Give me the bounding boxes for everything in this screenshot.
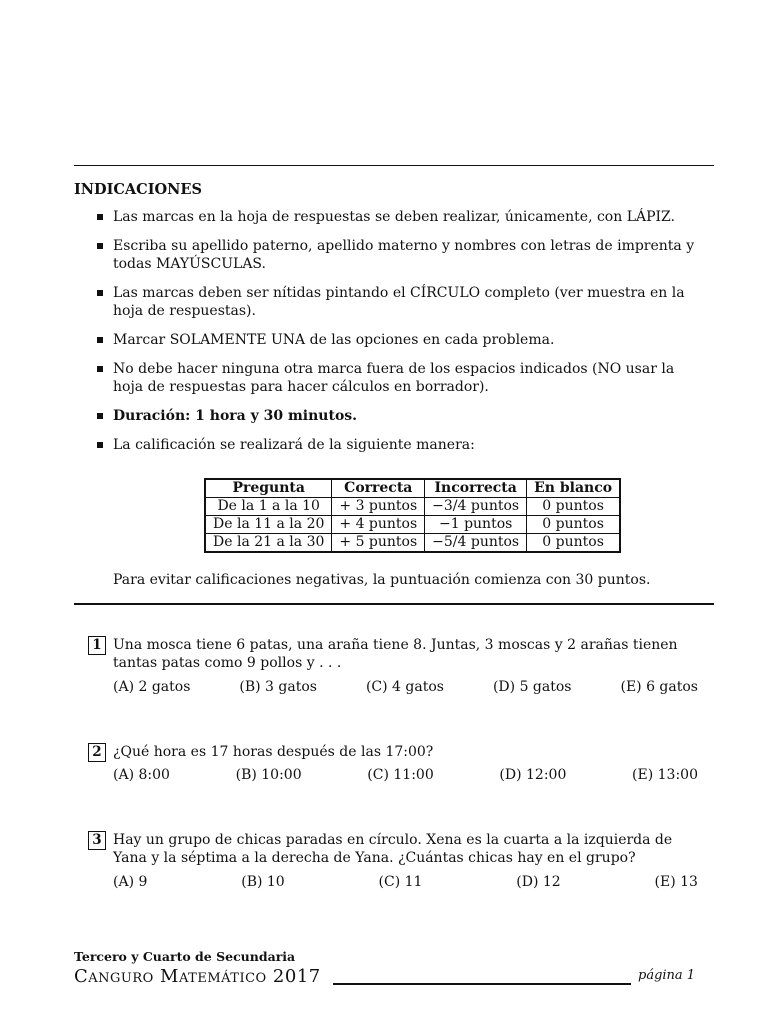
section-divider	[74, 603, 714, 605]
bullet-square-icon	[97, 214, 103, 220]
bullet-square-icon	[97, 413, 103, 419]
option-b[interactable]: (B) 10	[241, 874, 285, 890]
footer-title: Canguro Matemático 2017	[74, 966, 321, 987]
table-header: Incorrecta	[425, 479, 527, 498]
instructions-title: INDICACIONES	[74, 181, 202, 198]
option-e[interactable]: (E) 6 gatos	[620, 679, 698, 695]
question-number: 3	[88, 831, 106, 850]
option-c[interactable]: (C) 4 gatos	[365, 679, 444, 695]
question-number: 1	[88, 636, 106, 655]
option-e[interactable]: (E) 13	[654, 874, 698, 890]
table-cell: −3/4 puntos	[425, 498, 527, 516]
bullet-square-icon	[97, 290, 103, 296]
table-header: En blanco	[527, 479, 620, 498]
bullet-square-icon	[97, 366, 103, 372]
option-d[interactable]: (D) 12	[516, 874, 561, 890]
option-b[interactable]: (B) 10:00	[235, 767, 302, 783]
answer-options	[113, 766, 698, 784]
instruction-item: Escriba su apellido paterno, apellido materno y nombres con letras de imprenta y todas MAYÚSCULAS.	[95, 237, 700, 273]
option-d[interactable]: (D) 5 gatos	[492, 679, 572, 695]
option-c[interactable]: (C) 11	[378, 874, 423, 890]
option-a[interactable]: (A) 9	[113, 874, 148, 890]
instruction-item: Marcar SOLAMENTE UNA de las opciones en cada problema.	[95, 331, 700, 349]
table-cell: + 5 puntos	[332, 534, 425, 553]
option-a[interactable]: (A) 2 gatos	[113, 679, 191, 695]
scoring-note: Para evitar calificaciones negativas, la puntuación comienza con 30 puntos.	[113, 572, 651, 588]
footer-page-number: página 1	[638, 968, 696, 983]
question-text: Hay un grupo de chicas paradas en círculo. Xena es la cuarta a la izquierda de Yana y la séptima a la derecha de Yana. ¿Cuántas chicas hay en el grupo?	[113, 832, 673, 866]
table-cell: De la 1 a la 10	[205, 498, 332, 516]
table-cell: De la 11 a la 20	[205, 516, 332, 534]
instruction-item: No debe hacer ninguna otra marca fuera de los espacios indicados (NO usar la hoja de respuestas para hacer cálculos en borrador).	[95, 360, 700, 396]
table-row	[205, 534, 620, 553]
bullet-square-icon	[97, 243, 103, 249]
instruction-item: La calificación se realizará de la siguiente manera:	[95, 436, 700, 454]
footer-grade-level: Tercero y Cuarto de Secundaria	[74, 949, 296, 964]
top-divider	[74, 165, 714, 166]
answer-options	[113, 678, 698, 696]
bullet-square-icon	[97, 337, 103, 343]
table-header: Correcta	[332, 479, 425, 498]
option-d[interactable]: (D) 12:00	[499, 767, 567, 783]
question-text: Una mosca tiene 6 patas, una araña tiene 8. Juntas, 3 moscas y 2 arañas tienen tantas patas como 9 pollos y . . .	[113, 637, 678, 671]
table-cell: −1 puntos	[425, 516, 527, 534]
bullet-square-icon	[97, 442, 103, 448]
grading-table	[204, 478, 621, 553]
instruction-item-duration: Duración: 1 hora y 30 minutos.	[95, 407, 700, 425]
table-cell: 0 puntos	[527, 516, 620, 534]
option-a[interactable]: (A) 8:00	[113, 767, 170, 783]
table-header-row	[205, 479, 620, 498]
footer-rule	[333, 983, 631, 985]
table-cell: −5/4 puntos	[425, 534, 527, 553]
instruction-item: Las marcas deben ser nítidas pintando el CÍRCULO completo (ver muestra en la hoja de respuestas).	[95, 284, 700, 320]
answer-options	[113, 873, 698, 891]
option-e[interactable]: (E) 13:00	[632, 767, 698, 783]
table-cell: 0 puntos	[527, 498, 620, 516]
question-text: ¿Qué hora es 17 horas después de las 17:00?	[113, 744, 434, 760]
table-cell: De la 21 a la 30	[205, 534, 332, 553]
table-row	[205, 498, 620, 516]
table-header: Pregunta	[205, 479, 332, 498]
table-cell: + 4 puntos	[332, 516, 425, 534]
question-number: 2	[88, 743, 106, 762]
option-b[interactable]: (B) 3 gatos	[239, 679, 317, 695]
table-cell: + 3 puntos	[332, 498, 425, 516]
instructions-list	[95, 208, 700, 465]
option-c[interactable]: (C) 11:00	[367, 767, 434, 783]
table-cell: 0 puntos	[527, 534, 620, 553]
instruction-item: Las marcas en la hoja de respuestas se deben realizar, únicamente, con LÁPIZ.	[95, 208, 700, 226]
table-row	[205, 516, 620, 534]
